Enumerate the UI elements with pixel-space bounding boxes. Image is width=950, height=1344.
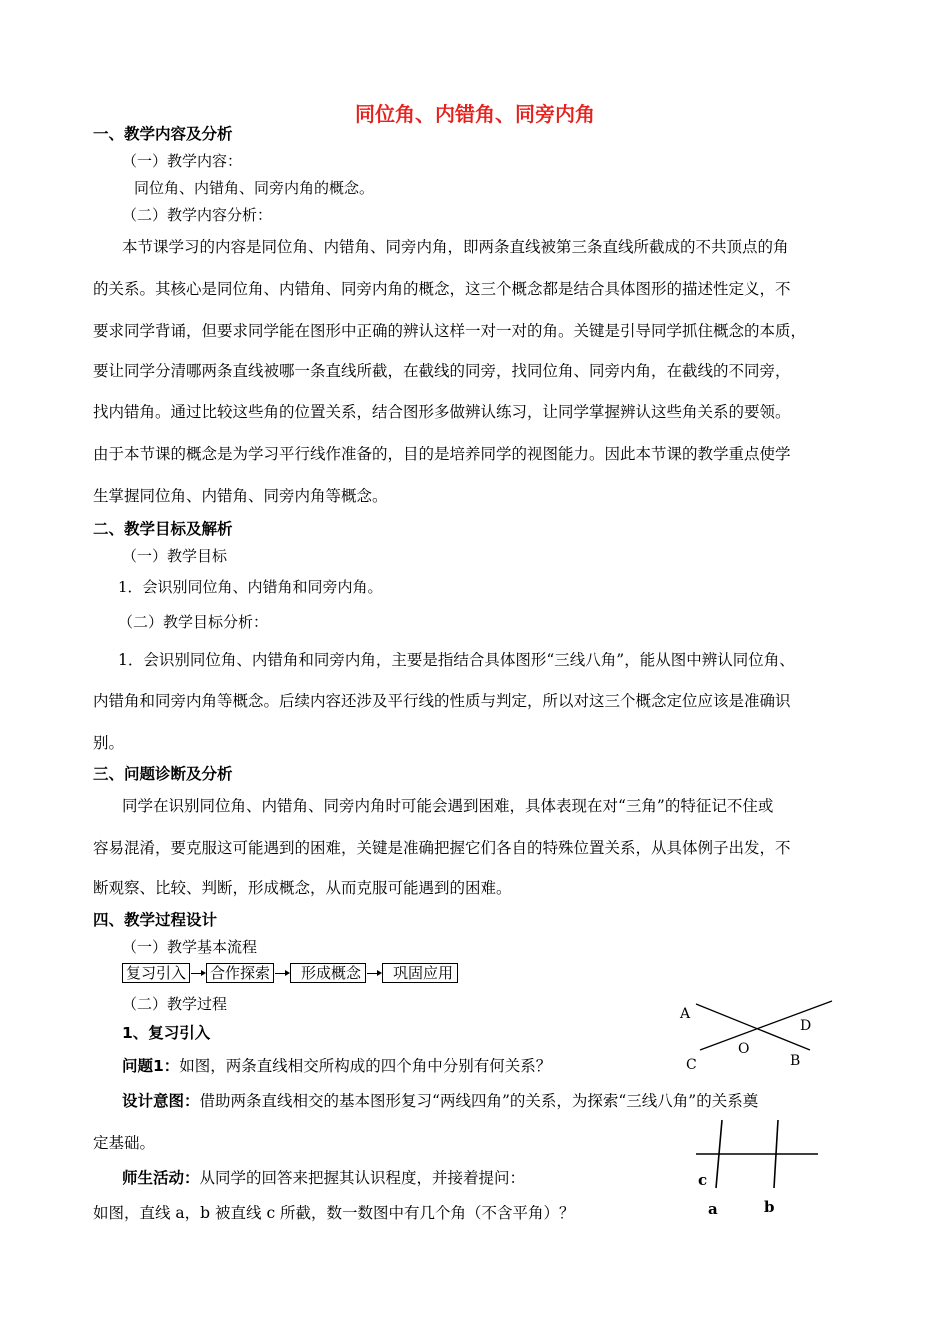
label-line-b: b bbox=[764, 1198, 775, 1216]
section-4-sub-2: （二）教学过程 bbox=[122, 995, 228, 1013]
section-1-para-line: 由于本节课的概念是为学习平行线作准备的，目的是培养同学的视图能力。因此本节课的教学重点使学 bbox=[93, 445, 791, 463]
question-1-text: 如图，两条直线相交所构成的四个角中分别有何关系？ bbox=[179, 1057, 552, 1075]
section-1-sub-2: （二）教学内容分析： bbox=[122, 206, 273, 224]
section-3-para-line: 断观察、比较、判断，形成概念，从而克服可能遇到的困难。 bbox=[93, 879, 512, 897]
section-4-heading: 四、教学过程设计 bbox=[93, 911, 218, 929]
line-ab bbox=[696, 1004, 810, 1050]
flow-arrow-icon bbox=[190, 964, 206, 982]
section-1-sub-1: （一）教学内容： bbox=[122, 152, 243, 170]
flow-step-apply: 巩固应用 bbox=[382, 963, 458, 983]
section-1-para-line: 要让同学分清哪两条直线被哪一条直线所截，在截线的同旁，找同位角、同旁内角，在截线的不同旁， bbox=[93, 362, 791, 380]
figure-transversal bbox=[690, 1112, 830, 1227]
final-question: 如图，直线 a，b 被直线 c 所截，数一数图中有几个角（不含平角）？ bbox=[93, 1204, 575, 1222]
section-3-para-line: 容易混淆，要克服这可能遇到的困难，关键是准确把握它们各自的特殊位置关系，从具体例子出发，不 bbox=[93, 839, 791, 857]
section-2-sub-1: （一）教学目标 bbox=[122, 547, 228, 565]
activity-text: 从同学的回答来把握其认识程度，并接着提问： bbox=[199, 1169, 526, 1187]
label-o: O bbox=[738, 1041, 750, 1057]
flow-chart bbox=[122, 963, 458, 983]
page-title: 同位角、内错角、同旁内角 bbox=[355, 102, 595, 126]
section-1-para-line: 本节课学习的内容是同位角、内错角、同旁内角，即两条直线被第三条直线所截成的不共顶点的角 bbox=[122, 238, 789, 256]
label-line-a: a bbox=[708, 1200, 718, 1218]
label-d: D bbox=[800, 1018, 812, 1034]
label-a: A bbox=[680, 1006, 691, 1022]
line-cd bbox=[700, 1001, 832, 1050]
section-1-para-line: 找内错角。通过比较这些角的位置关系，结合图形多做辨认练习，让同学掌握辨认这些角关系的要领。 bbox=[93, 403, 791, 421]
label-c: C bbox=[686, 1057, 697, 1073]
section-1-para-line: 要求同学背诵，但要求同学能在图形中正确的辨认这样一对一对的角。关键是引导同学抓住概念的本质， bbox=[93, 322, 807, 340]
section-1-heading: 一、教学内容及分析 bbox=[93, 125, 233, 143]
flow-step-explore: 合作探索 bbox=[206, 963, 274, 983]
label-line-c: c bbox=[698, 1171, 708, 1189]
flow-step-concept: 形成概念 bbox=[290, 963, 366, 983]
section-2-heading: 二、教学目标及解析 bbox=[93, 520, 233, 538]
section-3-para-line: 同学在识别同位角、内错角、同旁内角时可能会遇到困难，具体表现在对“三角”的特征记不住或 bbox=[122, 797, 774, 815]
section-1-para-line: 生掌握同位角、内错角、同旁内角等概念。 bbox=[93, 487, 388, 505]
activity-label: 师生活动： bbox=[122, 1169, 200, 1187]
design-intent-line-2: 定基础。 bbox=[93, 1134, 156, 1152]
section-2-para-line: 1．会识别同位角、内错角和同旁内角，主要是指结合具体图形“三线八角”，能从图中辨认同位角、 bbox=[118, 651, 795, 669]
section-2-para-line: 内错角和同旁内角等概念。后续内容还涉及平行线的性质与判定，所以对这三个概念定位应该是准确识 bbox=[93, 692, 791, 710]
question-1 bbox=[122, 1054, 551, 1076]
flow-step-review: 复习引入 bbox=[122, 963, 190, 983]
flow-arrow-icon bbox=[366, 964, 382, 982]
design-intent-text: 借助两条直线相交的基本图形复习“两线四角”的关系，为探索“三线八角”的关系奠 bbox=[199, 1092, 759, 1110]
figure-intersecting-lines bbox=[670, 995, 840, 1080]
design-intent-label: 设计意图： bbox=[122, 1092, 200, 1110]
section-2-item-1: 1．会识别同位角、内错角和同旁内角。 bbox=[118, 578, 383, 596]
section-1-content: 同位角、内错角、同旁内角的概念。 bbox=[134, 179, 375, 197]
section-2-para-line: 别。 bbox=[93, 734, 125, 752]
section-2-sub-2: （二）教学目标分析： bbox=[118, 613, 269, 631]
question-1-label: 问题1： bbox=[122, 1057, 180, 1075]
section-3-heading: 三、问题诊断及分析 bbox=[93, 765, 233, 783]
design-intent bbox=[122, 1089, 758, 1111]
step-1-heading: 1、复习引入 bbox=[122, 1024, 211, 1042]
section-1-para-line: 的关系。其核心是同位角、内错角、同旁内角的概念，这三个概念都是结合具体图形的描述性定义，不 bbox=[93, 280, 791, 298]
label-b: B bbox=[790, 1053, 801, 1069]
teacher-student-activity bbox=[122, 1166, 525, 1188]
flow-arrow-icon bbox=[274, 964, 290, 982]
section-4-sub-1: （一）教学基本流程 bbox=[122, 938, 258, 956]
